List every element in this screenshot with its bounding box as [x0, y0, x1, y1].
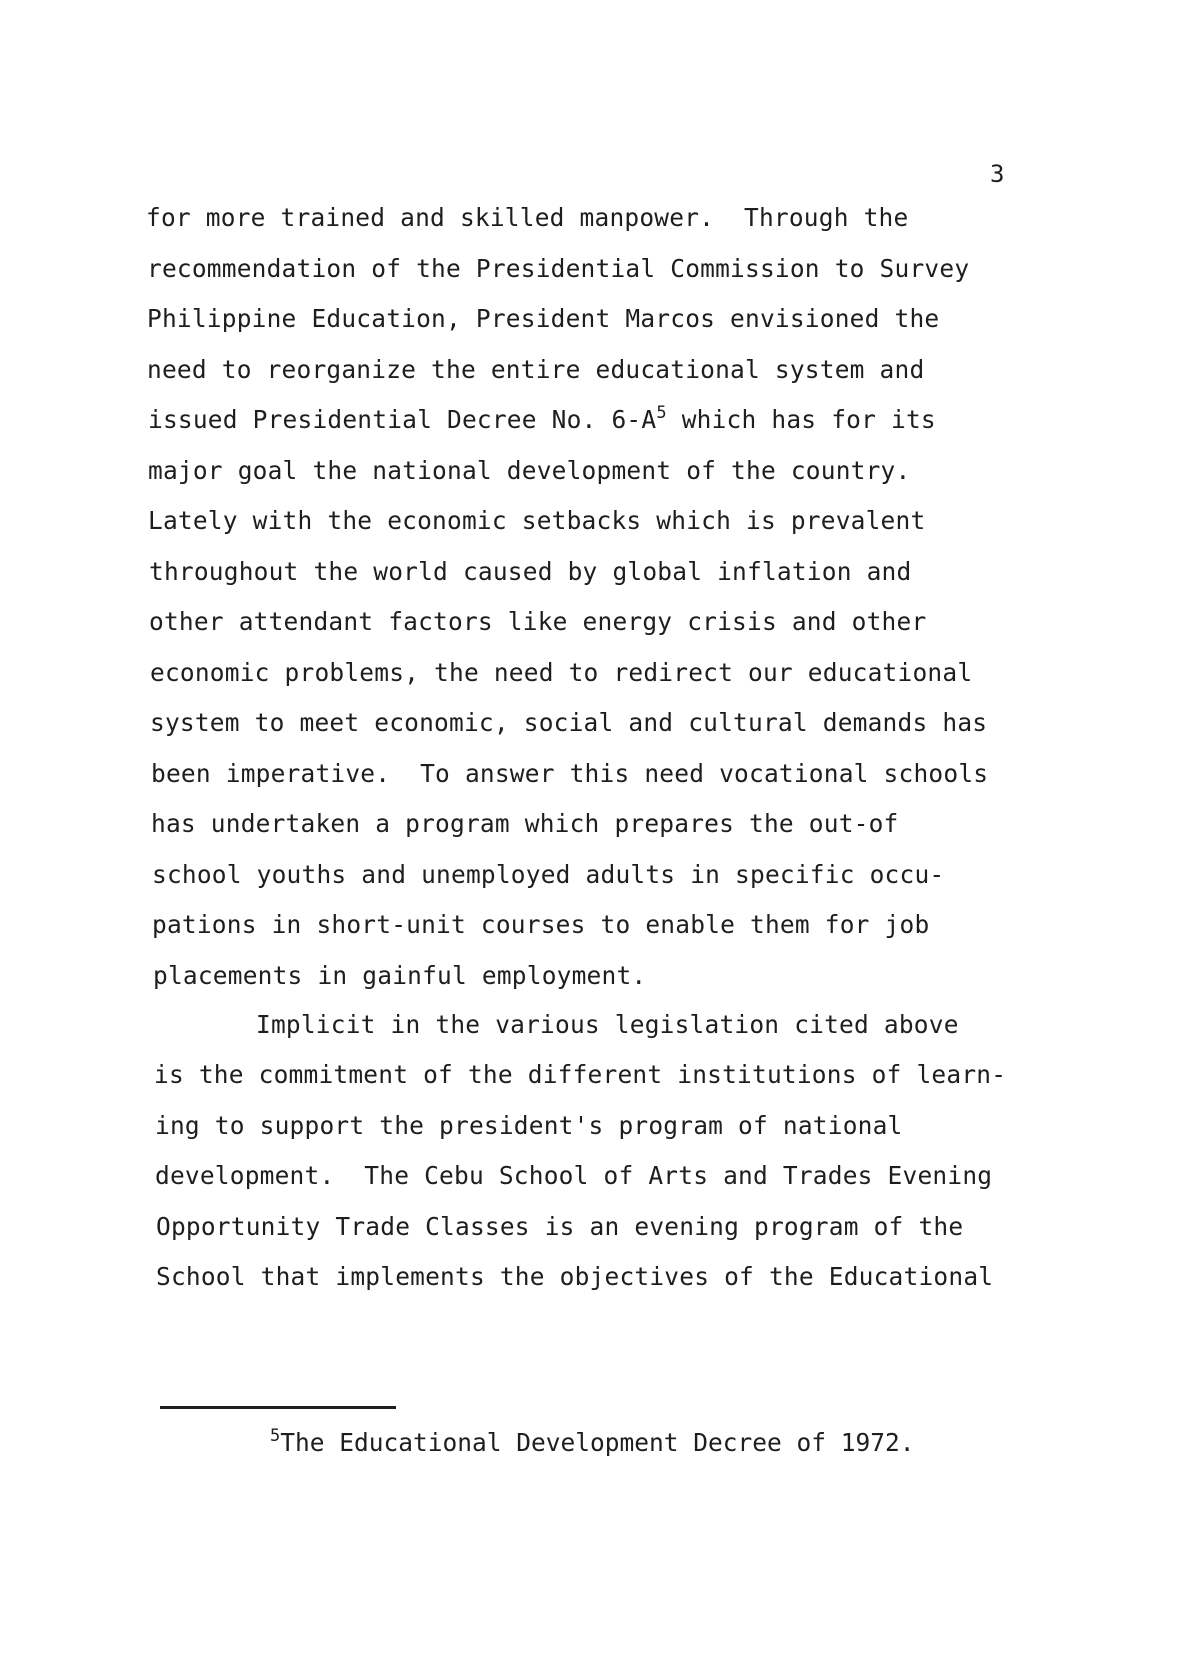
body-line	[151, 759, 988, 789]
body-line-text: ing to support the president's program of national	[155, 1111, 903, 1140]
body-line	[256, 1010, 959, 1040]
footnote-separator	[160, 1406, 396, 1409]
body-line	[154, 1060, 1006, 1090]
body-line	[147, 254, 969, 284]
body-line	[148, 506, 925, 536]
body-line-text: Lately with the economic setbacks which is prevalent	[148, 506, 926, 535]
body-line	[155, 1161, 992, 1191]
body-line-text: for more trained and skilled manpower. Through the	[146, 203, 909, 232]
body-line	[150, 658, 972, 688]
body-line-text-continued: which has for its	[666, 405, 936, 434]
body-line-text: major goal the national development of the country.	[148, 456, 911, 485]
body-line	[156, 1212, 963, 1242]
body-line	[149, 557, 911, 587]
body-line-text: pations in short-unit courses to enable them for job	[152, 910, 930, 939]
body-line	[148, 456, 910, 486]
footnote-text: The Educational Development Decree of 1972.	[280, 1428, 915, 1457]
body-line	[149, 607, 926, 637]
body-line	[148, 405, 936, 435]
body-line	[147, 355, 924, 385]
body-line	[156, 1262, 993, 1292]
body-line-text: Philippine Education, President Marcos envisioned the	[147, 304, 940, 333]
body-line	[150, 708, 987, 738]
body-line-text: development. The Cebu School of Arts and Trades Evening	[155, 1161, 993, 1190]
body-line	[155, 1111, 903, 1141]
body-line	[152, 860, 944, 890]
body-line	[152, 910, 929, 940]
body-line-text: economic problems, the need to redirect our educational	[150, 658, 973, 687]
body-line-text: has undertaken a program which prepares the out-of	[151, 809, 899, 838]
body-line-text: system to meet economic, social and cultural demands has	[150, 708, 988, 737]
body-line-text: been imperative. To answer this need vocational schools	[151, 759, 989, 788]
body-line	[146, 203, 908, 233]
body-line-text: school youths and unemployed adults in specific occu-	[152, 860, 945, 889]
body-line-text: other attendant factors like energy crisis and other	[149, 607, 927, 636]
body-line-text: Implicit in the various legislation cited above	[256, 1010, 959, 1039]
body-line	[151, 809, 899, 839]
body-line-text: School that implements the objectives of the Educational	[156, 1262, 994, 1291]
body-line	[147, 304, 939, 334]
body-line-text: is the commitment of the different institutions of learn-	[154, 1060, 1007, 1089]
page-number: 3	[990, 160, 1005, 188]
body-line-text: Opportunity Trade Classes is an evening program of the	[156, 1212, 964, 1241]
footnote	[270, 1428, 915, 1458]
body-line-text: issued Presidential Decree No. 6-A	[148, 405, 657, 434]
body-line-text: need to reorganize the entire educational system and	[147, 355, 925, 384]
body-line	[153, 961, 646, 991]
footnote-reference: 5	[656, 403, 667, 423]
body-line-text: placements in gainful employment.	[153, 961, 647, 990]
body-line-text: throughout the world caused by global inflation and	[149, 557, 912, 586]
body-line-text: recommendation of the Presidential Commission to Survey	[147, 254, 970, 283]
footnote-marker: 5	[270, 1426, 281, 1446]
